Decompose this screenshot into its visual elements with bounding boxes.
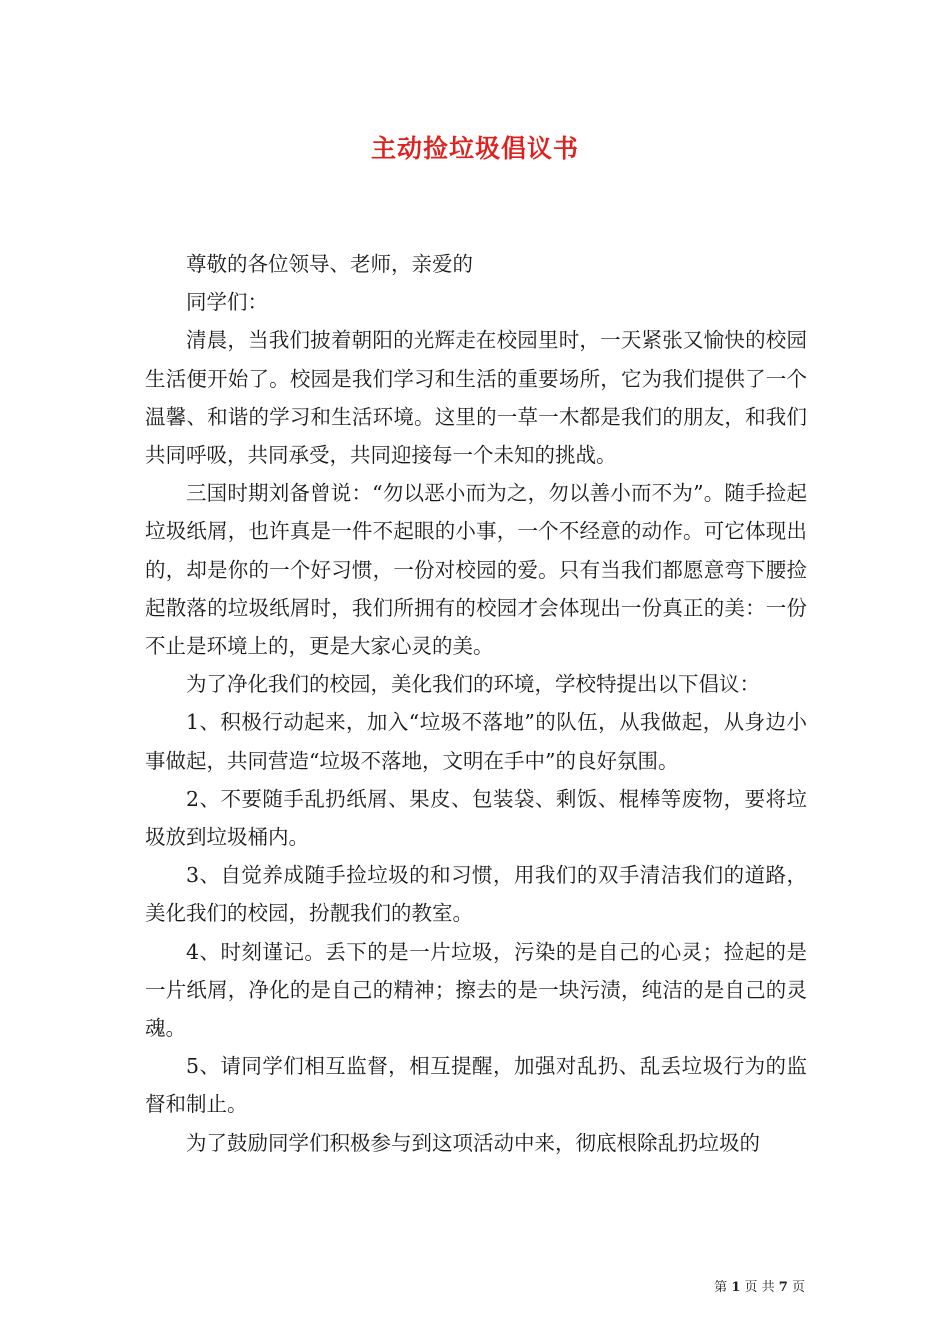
footer-current-page: 1 xyxy=(731,1280,741,1295)
proposal-item-4: 4、时刻谨记。丢下的是一片垃圾，污染的是自己的心灵；捡起的是一片纸屑，净化的是自己的精神；擦去的是一块污渍，纯洁的是自己的灵魂。 xyxy=(145,939,807,1041)
document-body xyxy=(145,245,807,1162)
proposal-item-2: 2、不要随手乱扔纸屑、果皮、包装袋、剩饭、棍棒等废物，要将垃圾放到垃圾桶内。 xyxy=(145,786,807,850)
paragraph-closing: 为了鼓励同学们积极参与到这项活动中来，彻底根除乱扔垃圾的 xyxy=(186,1130,760,1155)
salutation-line-1: 尊敬的各位领导、老师，亲爱的 xyxy=(186,252,473,276)
proposal-item-1: 1、积极行动起来，加入“垃圾不落地”的队伍，从我做起，从身边小事做起，共同营造“垃圾不落地，文明在手中”的良好氛围。 xyxy=(145,710,807,773)
footer-prefix: 第 xyxy=(714,1280,728,1295)
paragraph-proposal-lead: 为了净化我们的校园，美化我们的环境，学校特提出以下倡议： xyxy=(186,672,760,697)
proposal-item-5: 5、请同学们相互监督，相互提醒，加强对乱扔、乱丢垃圾行为的监督和制止。 xyxy=(145,1054,807,1117)
paragraph-intro: 清晨，当我们披着朝阳的光辉走在校园里时，一天紧张又愉快的校园生活便开始了。校园是我们学习和生活的重要场所，它为我们提供了一个温馨、和谐的学习和生活环境。这里的一草一木都是我们的朋友，和我们共同呼吸，共同承受，共同迎接每一个未知的挑战。 xyxy=(145,328,807,468)
footer-suffix: 页 xyxy=(791,1280,805,1295)
paragraph-quote: 三国时期刘备曾说：“勿以恶小而为之，勿以善小而不为”。随手捡起垃圾纸屑，也许真是一件不起眼的小事，一个不经意的动作。可它体现出的，却是你的一个好习惯，一份对校园的爱。只有当我们都愿意弯下腰捡起散落的垃圾纸屑时，我们所拥有的校园才会体现出一份真正的美：一份不止是环境上的，更是大家心灵的美。 xyxy=(145,481,807,659)
salutation-line-2: 同学们： xyxy=(186,290,268,315)
footer-middle: 页 共 xyxy=(744,1280,775,1295)
page-number-footer xyxy=(714,1276,805,1295)
footer-total-pages: 7 xyxy=(778,1280,788,1295)
document-title: 主动捡垃圾倡议书 xyxy=(370,134,579,163)
proposal-item-3: 3、自觉养成随手捡垃圾的和习惯，用我们的双手清洁我们的道路，美化我们的校园，扮靓我们的教室。 xyxy=(145,863,807,926)
